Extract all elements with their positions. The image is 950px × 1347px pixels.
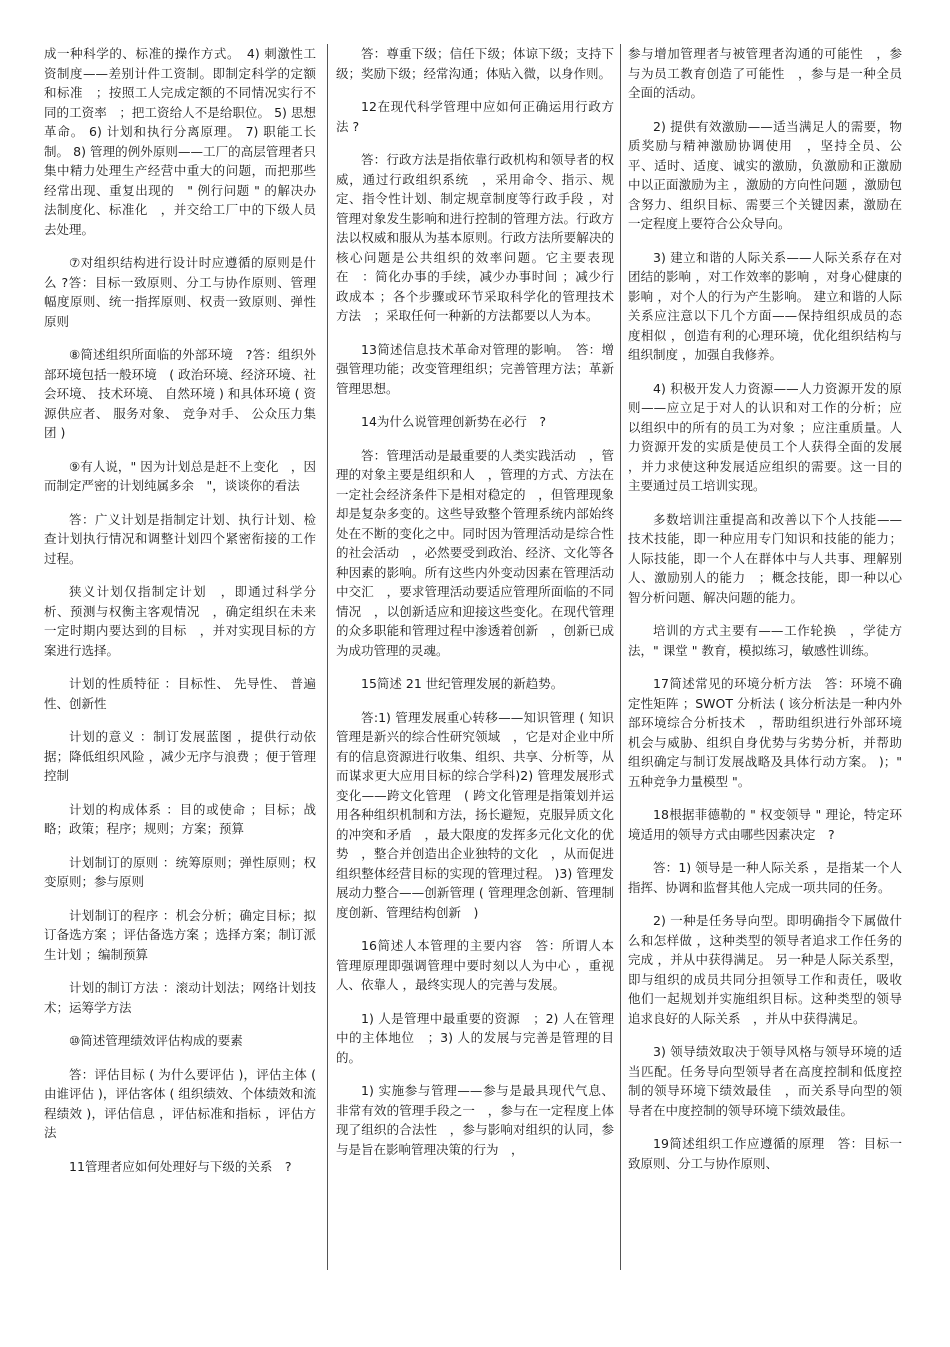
paragraph: 1) 实施参与管理——参与是最具现代气息、非常有效的管理手段之一 ，参与在一定程度上体现了组织的合法性 ，参与影响对组织的认同，参与是旨在影响管理决策的行为 ， xyxy=(336,1083,614,1157)
answer: 答：尊重下级；信任下级；体谅下级；支持下级；奖励下级；经常沟通；体贴入微，以身作则。 xyxy=(336,46,614,81)
answer: 答：1) 领导是一种人际关系 ，是指某一个人指挥、协调和监督其他人完成一项共同的任务。 xyxy=(628,860,902,895)
answer: 答：广义计划是指制定计划、执行计划、检查计划执行情况和调整计划四个紧密衔接的工作过程。 xyxy=(44,511,316,566)
paragraph: 3) 领导绩效取决于领导风格与领导环境的适当匹配。任务导向型领导者在高度控制和低度控制的领导环境下绩效最佳 ，而关系导向型的领导者在中度控制的领导环境下绩效最佳。 xyxy=(628,1044,902,1118)
question: 15简述 21 世纪管理发展的新趋势。 xyxy=(361,676,564,691)
question: ⑨有人说，" 因为计划总是赶不上变化 ，因而制定严密的计划纯属多余 "，谈谈你的看法 xyxy=(44,458,316,493)
paragraph: 计划制订的程序 ：机会分析；确定目标；拟订备选方案 ；评估备选方案 ；选择方案；制订派生计划 ；编制预算 xyxy=(44,907,316,962)
column-divider xyxy=(620,44,621,1270)
question: 17简述常见的环境分析方法 答：环境不确定性矩阵 ；SWOT 分析法 ( 该分析法是一种内外部环境综合分析技术 ，帮助组织进行外部环境机会与威胁、组织自身优势与劣势分析，并帮助组织确定与制订发展战略及具体行动方案。 )；" 五种竞争力量模型 "。 xyxy=(628,676,902,789)
paragraph: 计划制订的原则 ：统筹原则；弹性原则；权变原则；参与原则 xyxy=(44,854,316,889)
paragraph: 计划的制订方法 ：滚动计划法；网络计划技术；运筹学方法 xyxy=(44,980,316,1015)
paragraph: 1) 人是管理中最重要的资源 ；2) 人在管理中的主体地位 ；3) 人的发展与完善是管理的目的。 xyxy=(336,1010,614,1065)
answer: 答：行政方法是指依靠行政机构和领导者的权威，通过行政组织系统 ，采用命令、指示、规定、指令性计划、制定规章制度等行政手段 ，对管理对象发生影响和进行控制的管理方法。行政方法以权威和服从为基本原则。行政方法所要解决的核心问题是公共组织的效率问题。它主要表现在 ：简化办事的手续，减少办事时间 ；减少行政成本 ；各个步骤或环节采取科学化的管理技术方法 ；采取任何一种新的方法都要以人为本。 xyxy=(336,152,614,323)
column-middle xyxy=(336,44,614,1173)
question: 14为什么说管理创新势在必行 ? xyxy=(361,414,547,429)
paragraph: 培训的方式主要有——工作轮换 ，学徒方法，" 课堂 " 教育，模拟练习，敏感性训练。 xyxy=(628,623,902,658)
paragraph: 参与增加管理者与被管理者沟通的可能性 ，参与为员工教育创造了可能性 ，参与是一种全员全面的活动。 xyxy=(628,46,902,100)
paragraph: 成一种科学的、标准的操作方式。 4) 刺激性工资制度——差别计件工资制。即制定科学的定额和标准 ；按照工人完成定额的不同情况实行不同的工资率 ；把工资给人不是给职位。 5) 思想革命。 6) 计划和执行分离原理。 7) 职能工长制。 8) 管理的例外原则——工厂的高层管理者只集中精力处理生产经营中重大的问题，而把那些经常出现、重复出现的 " 例行问题 " 的解决办法制度化、标准化 ，并交给工厂中的下级人员去处理。 xyxy=(44,46,316,237)
column-divider xyxy=(327,44,328,1270)
answer: 答：管理活动是最重要的人类实践活动 ，管理的对象主要是组织和人 ，管理的方式、方法在一定社会经济条件下是相对稳定的 ，但管理现象却是复杂多变的。这些导致整个管理系统内部始终处在不断的变化之中。同时因为管理活动是综合性的社会活动 ，必然要受到政治、经济、文化等各种因素的影响。所有这些内外变动因素在管理活动中交汇 ，要求管理活动要适应管理所面临的不同情况 ，以创新适应和迎接这些变化。在现代管理的众多职能和管理过程中渗透着创新 ，创新已成为成功管理的灵魂。 xyxy=(336,447,614,658)
column-right xyxy=(628,44,902,1187)
paragraph: 2) 提供有效激励——适当满足人的需要，物质奖励与精神激励协调使用 ，坚持全员、公平、适时、适度、诚实的激励，负激励和正激励中以正面激励为主 ，激励的方向性问题 ，激励包含努力、组织目标、需要三个关键因素，激励在一定程度上要符合公众导向。 xyxy=(628,118,902,231)
question: ⑧简述组织所面临的外部环境 ?答：组织外部环境包括一般环境 ( 政治环境、经济环境、社会环境、 技术环境、 自然环境 ) 和具体环境 ( 资源供应者、 服务对象、 竞争对手、 公众压力集团 ) xyxy=(44,347,316,440)
question: 11管理者应如何处理好与下级的关系 ? xyxy=(69,1158,292,1174)
question: 19简述组织工作应遵循的原理 答：目标一致原则、分工与协作原则、 xyxy=(628,1136,902,1171)
paragraph: 计划的性质特征 ：目标性、 先导性、 普遍性、创新性 xyxy=(44,676,316,711)
paragraph: 4) 积极开发人力资源——人力资源开发的原则——应立足于对人的认识和对工作的分析；应以组织中的所有的员工为对象 ；应注重质量。人力资源开发的实质是使员工个人获得全面的发展 ，并力求使这种发展适应组织的需要。这一目的主要通过员工培训实现。 xyxy=(628,380,902,493)
paragraph: 多数培训注重提高和改善以下个人技能——技术技能，即一种应用专门知识和技能的能力；人际技能，即一个人在群体中与人共事、理解别人、激励别人的能力 ；概念技能，即一种以心智分析问题、解决问题的能力。 xyxy=(628,511,902,605)
column-left xyxy=(44,44,316,1190)
question: 16简述人本管理的主要内容 答：所谓人本管理原理即强调管理中要时刻以人为中心 ，重视人、依靠人 ，最终实现人的完善与发展。 xyxy=(336,938,614,992)
paragraph: 3) 建立和谐的人际关系——人际关系存在对团结的影响 ，对工作效率的影响 ，对身心健康的影响 ，对个人的行为产生影响。 建立和谐的人际关系应注意以下几个方面——保持组织成员的态度相似 ，创造有利的心理环境，优化组织结构与组织制度 ，加强自我修养。 xyxy=(628,249,902,362)
paragraph: 2) 一种是任务导向型。即明确指令下属做什么和怎样做 ，这种类型的领导者追求工作任务的完成 ，并从中获得满足。 另一种是人际关系型，即与组织的成员共同分担领导工作和责任，吸收他们一起规划并实施组织目标。这种类型的领导追求良好的人际关系 ，并从中获得满足。 xyxy=(628,913,902,1026)
question: 12在现代科学管理中应如何正确运用行政方法 ? xyxy=(336,99,614,134)
answer: 答：评估目标 ( 为什么要评估 )，评估主体 ( 由谁评估 )，评估客体 ( 组织绩效、个体绩效和流程绩效 )，评估信息 ，评估标准和指标 ，评估方法 xyxy=(44,1066,316,1140)
question: 18根据菲德勒的 " 权变领导 " 理论，特定环境适用的领导方式由哪些因素决定 ? xyxy=(628,807,902,842)
paragraph: 计划的构成体系 ：目的或使命 ；目标；战略；政策；程序；规则；方案；预算 xyxy=(44,801,316,836)
question: 13简述信息技术革命对管理的影响。 答：增强管理功能；改变管理组织；完善管理方法；革新管理思想。 xyxy=(336,341,614,396)
question: ⑦对组织结构进行设计时应遵循的原则是什么 ?答：目标一致原则、分工与协作原则、管理幅度原则、统一指挥原则、权责一致原则、弹性原则 xyxy=(44,255,316,329)
answer: 答:1) 管理发展重心转移——知识管理 ( 知识管理是新兴的综合性研究领域 ，它是对企业中所有的信息资源进行收集、组织、共享、分析等，从而谋求更大应用目标的综合学科)2) 管理发展形式变化——跨文化管理 ( 跨文化管理是指策划并运用各种组织机制和方法，扬长避短，克服异质文化的冲突和矛盾 ，最大限度的发挥多元化文化的优势 ，整合并创造出企业独特的文化 ，从而促进组织整体经营目标的实现的管理过程。 )3) 管理发展动力整合——创新管理 ( 管理理念创新、管理制度创新、管理结构创新 ) xyxy=(336,709,614,920)
paragraph: 狭义计划仅指制定计划 ，即通过科学分析、预测与权衡主客观情况 ，确定组织在未来一定时期内要达到的目标 ，并对实现目标的方案进行选择。 xyxy=(44,584,316,658)
question: ⑩简述管理绩效评估构成的要素 xyxy=(69,1033,243,1048)
paragraph: 计划的意义 ：制订发展蓝图 ，提供行动依据；降低组织风险 ，减少无序与浪费 ；便于管理控制 xyxy=(44,729,316,783)
